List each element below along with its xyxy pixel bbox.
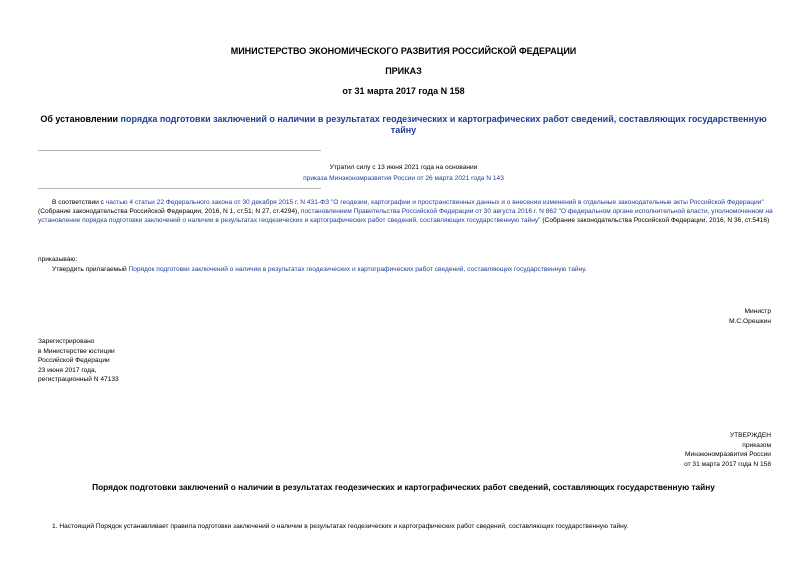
approved-line-3: Минэкономразвития России <box>685 451 771 458</box>
document-type: ПРИКАЗ <box>385 66 422 76</box>
preamble-law-link[interactable]: частью 4 статьи 22 Федерального закона от 30 декабря 2015 г. N 431-ФЗ "О геодезии, картографии и пространственных данных и о внесении изменений в отдельные законодательные акты Российской Федерации" <box>105 199 764 206</box>
divider-top <box>38 150 321 151</box>
registration-block <box>38 337 119 385</box>
order-word: приказываю: <box>38 256 78 263</box>
signature-block <box>729 307 771 326</box>
signature-position: Министр <box>744 308 771 315</box>
registration-line-4: 23 июня 2017 года, <box>38 366 97 374</box>
document-date-number: от 31 марта 2017 года N 158 <box>342 86 465 96</box>
registration-line-3: Российской Федерации <box>38 357 110 364</box>
preamble-text-1: В соответствии с <box>52 199 106 206</box>
appendix-paragraph-1: 1. Настоящий Порядок устанавливает правила подготовки заключений о наличии в результатах геодезических и картографических работ сведений, составляющих государственную тайну. <box>52 523 629 530</box>
approve-prefix: Утвердить прилагаемый <box>52 266 129 273</box>
registration-line-5: регистрационный N 47133 <box>38 376 119 383</box>
approved-line-1: УТВЕРЖДЕН <box>729 432 771 439</box>
registration-line-2: в Министерстве юстиции <box>38 347 115 355</box>
approved-line-2: приказом <box>742 441 771 449</box>
registration-line-1: Зарегистрировано <box>38 338 95 345</box>
title-link[interactable]: порядка подготовки заключений о наличии в результатах геодезических и картографических работ сведений, составляющих государственную тайну <box>120 114 767 135</box>
document-title <box>36 114 771 136</box>
preamble-text-2: (Собрание законодательства Российской Федерации, 2016, N 1, ст.51; N 27, ст.4294), <box>38 208 301 215</box>
title-prefix: Об установлении <box>40 114 121 124</box>
status-line-1: Утратил силу с 13 июня 2021 года на основании <box>329 164 478 171</box>
appendix-title: Порядок подготовки заключений о наличии в результатах геодезических и картографических работ сведений, составляющих государственную тайну <box>92 482 715 492</box>
preamble-paragraph <box>38 198 773 225</box>
preamble-text-3: (Собрание законодательства Российской Федерации, 2016, N 36, ст.5416) <box>540 217 770 224</box>
signature-name: М.С.Орешкин <box>729 317 771 325</box>
preamble-decree-link[interactable]: постановлением Правительства Российской Федерации от 30 августа 2016 г. N 862 "О федеральном органе исполнительной власти, уполномоченном на установление порядка подготовки заключений о наличии в результатах геодезических и картографических работ сведений, составляющих государственную тайну" <box>38 208 773 224</box>
approved-block <box>684 431 771 469</box>
status-repeal-link[interactable]: приказа Минэкономразвития России от 26 марта 2021 года N 143 <box>303 175 504 182</box>
ministry-heading: МИНИСТЕРСТВО ЭКОНОМИЧЕСКОГО РАЗВИТИЯ РОССИЙСКОЙ ФЕДЕРАЦИИ <box>230 46 577 56</box>
approve-suffix: . <box>584 266 587 273</box>
order-paragraph <box>38 265 773 274</box>
approve-procedure-link[interactable]: Порядок подготовки заключений о наличии в результатах геодезических и картографических работ сведений, составляющих государственную тайну <box>128 266 585 273</box>
approved-line-4: от 31 марта 2017 года N 158 <box>684 460 771 468</box>
divider-bottom <box>38 188 321 189</box>
